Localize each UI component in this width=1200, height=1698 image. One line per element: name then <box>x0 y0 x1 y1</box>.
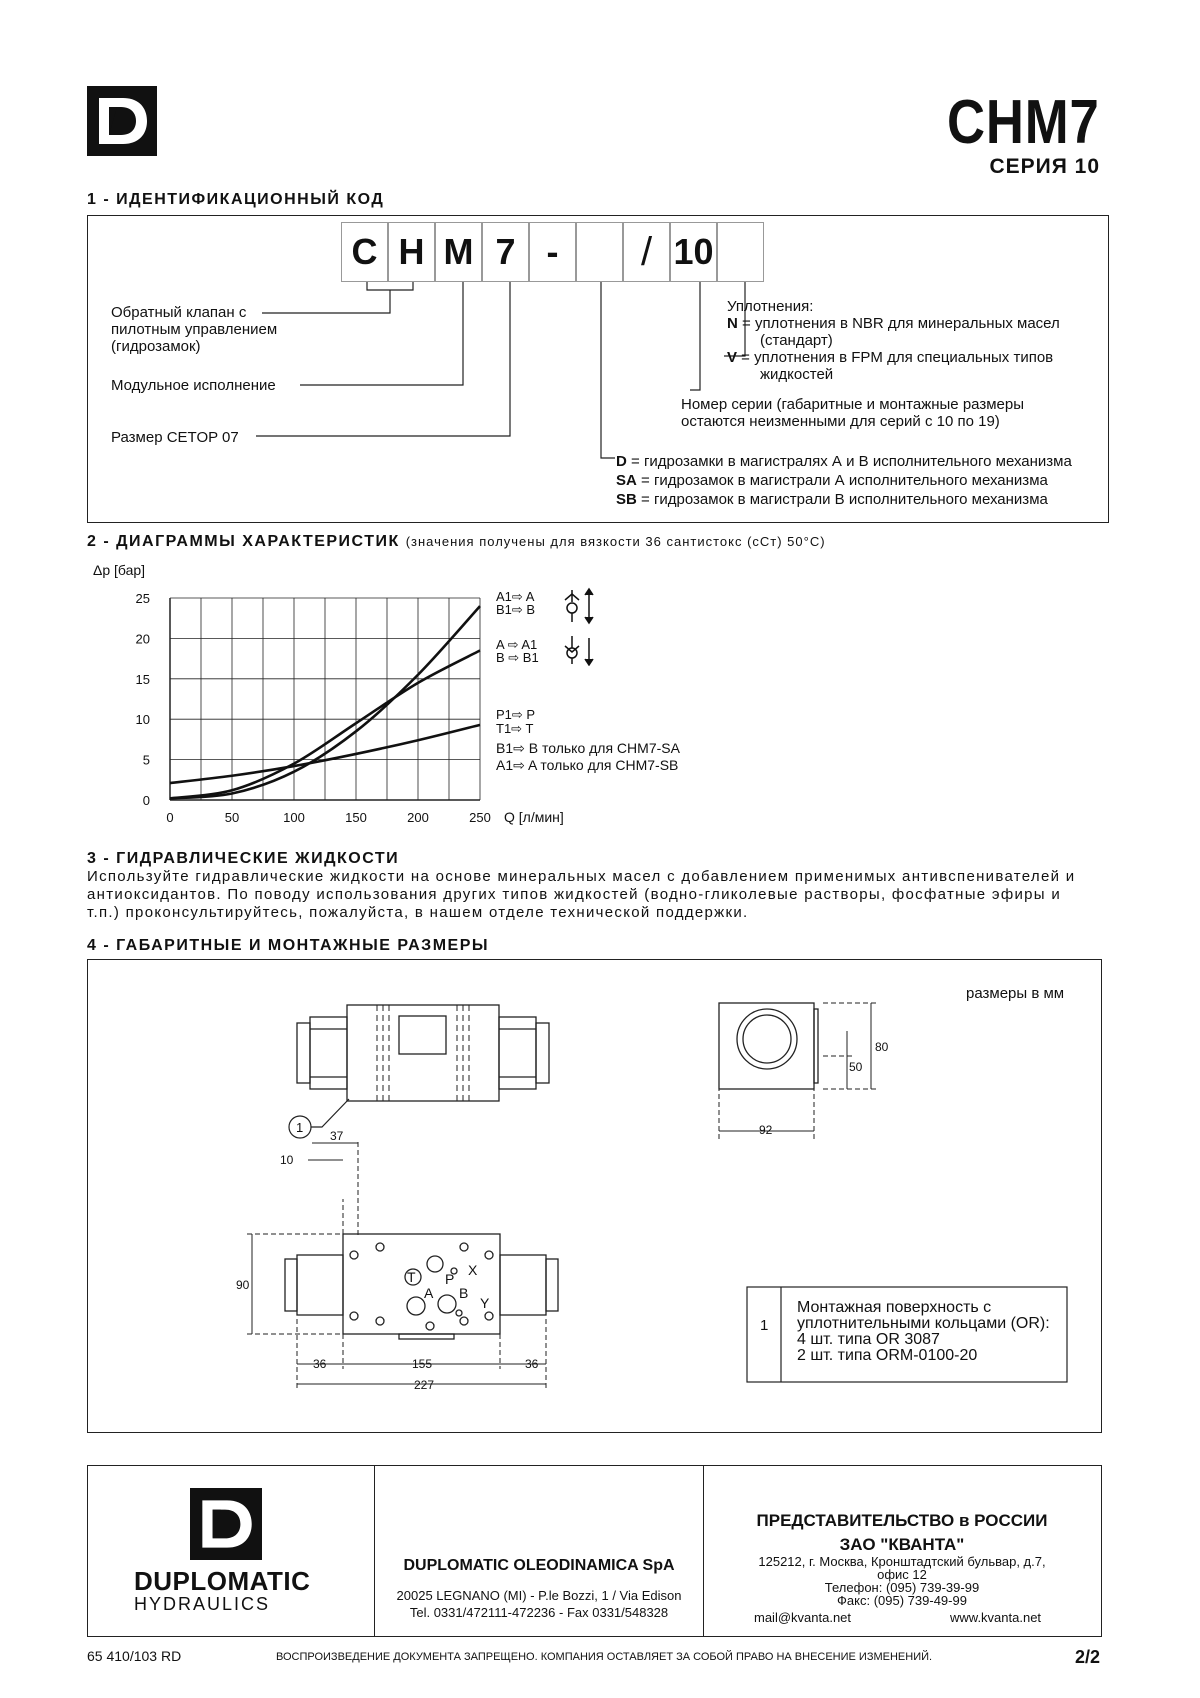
note-line: 2 шт. типа ORM-0100-20 <box>797 1347 978 1364</box>
variant-text: = гидрозамок в магистрали В исполнительного механизма <box>636 491 1048 508</box>
model-title: CHM7 <box>947 88 1100 157</box>
section2-title-text: 2 - ДИАГРАММЫ ХАРАКТЕРИСТИК <box>87 533 400 550</box>
code-cell: / <box>623 222 670 282</box>
fluids-paragraph: Используйте гидравлические жидкости на основе минеральных масел с добавлением применимых антивспенивателей и антиоксидантов. По поводу использования других типов жидкостей (водно-гликолевые растворы, фосфатные эфиры и т.п.) проконсультируйтесь, пожалуйста, в нашем отделе технической поддержки. <box>87 868 1076 921</box>
code-cell: - <box>529 222 576 282</box>
rep-name: ЗАО "КВАНТА" <box>839 1535 965 1554</box>
note-text <box>797 1300 1050 1364</box>
page-number: 2/2 <box>1074 1647 1100 1667</box>
rep-address: 125212, г. Москва, Кронштадтский бульвар, д.7, <box>758 1554 1046 1569</box>
seal-code-n: N <box>727 315 738 332</box>
note-line: уплотнительными кольцами (OR): <box>797 1315 1050 1332</box>
valve-label: пилотным управлением <box>111 321 278 338</box>
legend-group-3 <box>496 708 680 772</box>
y-tick-label: 25 <box>135 591 150 606</box>
dim-36-right: 36 <box>525 1357 539 1371</box>
legend-line: A ⇨ A1 <box>496 637 538 652</box>
footer-logo-icon <box>190 1488 262 1560</box>
dim-50: 50 <box>849 1060 863 1074</box>
seal-text-v: = уплотнения в FPM для специальных типов <box>737 349 1054 366</box>
code-cell: 10 <box>670 222 717 282</box>
port-x: X <box>468 1262 478 1278</box>
x-tick-label: 250 <box>469 810 491 825</box>
units-label: размеры в мм <box>966 985 1065 1002</box>
y-tick-label: 0 <box>142 793 150 808</box>
modular-label: Модульное исполнение <box>111 377 276 394</box>
port-b: B <box>459 1285 469 1301</box>
x-tick-label: 150 <box>345 810 367 825</box>
note-line: Монтажная поверхность с <box>797 1299 992 1316</box>
x-tick-label: 50 <box>224 810 240 825</box>
dim-80: 80 <box>875 1040 889 1054</box>
x-tick-label: 100 <box>283 810 305 825</box>
legend-line: T1⇨ T <box>496 721 534 736</box>
y-tick-label: 20 <box>135 631 150 647</box>
rep-phone: Телефон: (095) 739-39-99 <box>824 1580 980 1595</box>
code-cell: C <box>341 222 388 282</box>
doc-code: 65 410/103 RD <box>87 1648 182 1664</box>
rep-title: ПРЕДСТАВИТЕЛЬСТВО в РОССИИ <box>756 1511 1048 1530</box>
dim-10: 10 <box>280 1153 294 1167</box>
note-num: 1 <box>760 1317 769 1334</box>
company-address: 20025 LEGNANO (MI) - P.le Bozzi, 1 / Via Edison <box>396 1588 682 1603</box>
rep-fax: Факс: (095) 739-49-99 <box>837 1593 967 1608</box>
port-t: T <box>407 1269 416 1285</box>
code-cell: M <box>435 222 482 282</box>
seal-text-n2: (стандарт) <box>760 332 833 349</box>
series-note-line: Номер серии (габаритные и монтажные размеры <box>681 396 1024 413</box>
seal-text-n: = уплотнения в NBR для минеральных масел <box>737 315 1060 332</box>
port-y: Y <box>480 1295 490 1311</box>
disclaimer: ВОСПРОИЗВЕДЕНИЕ ДОКУМЕНТА ЗАПРЕЩЕНО. КОМПАНИЯ ОСТАВЛЯЕТ ЗА СОБОЙ ПРАВО НА ВНЕСЕНИЕ ИЗМЕНЕНИЙ. <box>276 1651 933 1663</box>
y-tick-label: 5 <box>142 752 150 768</box>
rep-web: www.kvanta.net <box>950 1610 1042 1625</box>
brand-name: DUPLOMATIC <box>134 1566 311 1596</box>
x-tick-label: 0 <box>166 810 174 825</box>
legend-line: B1⇨ B <box>496 602 536 617</box>
check-valve-symbol-icon <box>562 586 602 666</box>
section3-title: 3 - ГИДРАВЛИЧЕСКИЕ ЖИДКОСТИ <box>87 850 400 867</box>
dim-92: 92 <box>759 1123 773 1137</box>
note-line: 4 шт. типа OR 3087 <box>797 1331 940 1348</box>
rep-address: офис 12 <box>877 1567 927 1582</box>
variants-block <box>616 452 1072 509</box>
variant-code: D <box>616 453 627 470</box>
dim-36-left: 36 <box>313 1357 327 1371</box>
rep-contacts <box>704 1555 1100 1607</box>
section4-title: 4 - ГАБАРИТНЫЕ И МОНТАЖНЫЕ РАЗМЕРЫ <box>87 937 490 954</box>
company-name: DUPLOMATIC OLEODINAMICA SpA <box>403 1557 675 1574</box>
y-tick-label: 15 <box>135 671 150 687</box>
seals-block <box>727 298 1060 383</box>
legend-line: A1⇨ A только для CHM7-SB <box>496 757 679 773</box>
dim-155: 155 <box>412 1357 433 1371</box>
series-note-line: остаются неизменными для серий с 10 по 19) <box>681 413 1000 430</box>
x-axis-label: Q [л/мин] <box>504 809 564 825</box>
valve-label: (гидрозамок) <box>111 338 201 355</box>
series-title: СЕРИЯ 10 <box>989 155 1100 178</box>
valve-label: Обратный клапан с <box>111 304 247 321</box>
legend-line: B ⇨ B1 <box>496 650 539 665</box>
variant-code: SB <box>616 491 637 508</box>
legend-line: B1⇨ B только для CHM7-SA <box>496 740 680 756</box>
callout-number: 1 <box>296 1120 304 1135</box>
series-note <box>681 396 1024 430</box>
seals-title: Уплотнения: <box>727 298 814 315</box>
dim-37: 37 <box>330 1129 344 1143</box>
variant-text: = гидрозамки в магистралях А и В исполнительного механизма <box>626 453 1072 470</box>
section2-title <box>87 533 826 551</box>
section2-note: (значения получены для вязкости 36 сантистокс (сСт) 50°С) <box>405 534 826 549</box>
y-tick-label: 10 <box>135 712 150 728</box>
port-a: A <box>424 1285 434 1301</box>
code-cell: 7 <box>482 222 529 282</box>
section1-title: 1 - ИДЕНТИФИКАЦИОННЫЙ КОД <box>87 191 385 208</box>
port-p: P <box>445 1271 455 1287</box>
brand-sub: HYDRAULICS <box>134 1594 271 1614</box>
legend-group-1 <box>496 590 535 616</box>
legend-line: P1⇨ P <box>496 707 536 722</box>
code-cell: H <box>388 222 435 282</box>
legend-group-2 <box>496 638 539 664</box>
rep-mail: mail@kvanta.net <box>754 1610 852 1625</box>
dim-90: 90 <box>236 1278 250 1292</box>
variant-code: SA <box>616 472 637 489</box>
seal-code-v: V <box>727 349 738 366</box>
seal-text-v2: жидкостей <box>760 366 834 383</box>
legend-line: A1⇨ A <box>496 589 535 604</box>
characteristic-chart <box>80 555 720 835</box>
x-tick-label: 200 <box>407 810 429 825</box>
size-label: Размер CETOP 07 <box>111 429 239 446</box>
company-tel: Tel. 0331/472111-472236 - Fax 0331/548328 <box>409 1605 669 1620</box>
dim-227: 227 <box>414 1378 435 1392</box>
variant-text: = гидрозамок в магистрали А исполнительного механизма <box>636 472 1048 489</box>
y-axis-label: Δp [бар] <box>93 562 146 578</box>
